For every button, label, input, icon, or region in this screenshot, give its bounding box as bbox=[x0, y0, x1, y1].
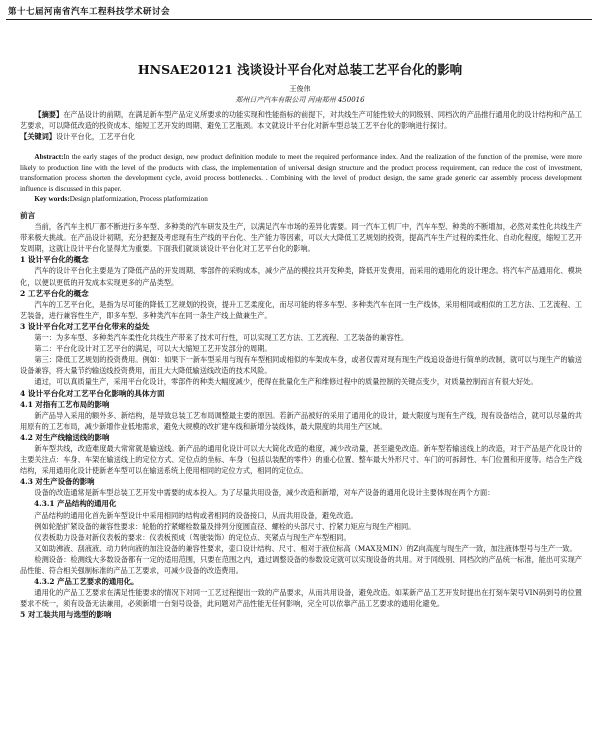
section-1-heading: 1 设计平台化的概念 bbox=[20, 255, 89, 265]
section-4-2-heading: 4.2 对生产线输送线的影响 bbox=[20, 432, 110, 442]
abstract-text: 在产品设计的前期，在满足新车型产品定义所要求的功能实现和性能指标的前提下，对共线生产可能性较大的同级别、同档次的产品推行通用化的设计结构和产品工艺要求，可以降低改造的投资成本、缩短工艺开发的周期、避免工艺瓶颈。本文就设计平台化对新车型总装工艺平台化的影响进行探讨。 bbox=[20, 110, 582, 131]
section-3-paragraph-4: 通过，可以真质量生产，采用平台化设计，零部件的种类大幅度减少，使得在批量化生产和维修过程中的质量控制的关键点变少，对质量控制而言有很大好处。 bbox=[34, 377, 538, 387]
intro-heading: 前言 bbox=[20, 211, 36, 220]
section-4-3-1-paragraph-4: 又如助沸液、刮液液、动力转向液的加注设备的兼容性要求，壶口设计结构、尺寸、相对于液位标高（MAX及MIN）的Z向高度与现生产一致，加注液体型号与生产一致。 bbox=[34, 543, 577, 553]
section-1-paragraph: 汽车的设计平台化主要是为了降低产品的开发周期、零部件的采购成本，减少产品的模拉共开发种类，降低开发费用，而采用的通用化的设计理念。将汽车产品通用化、模块化，以便以更低的开发成本实现更多的产品类型。 bbox=[20, 266, 582, 287]
header-rule bbox=[6, 19, 592, 20]
paper-title: HNSAE20121 浅谈设计平台化对总装工艺平台化的影响 bbox=[137, 62, 463, 77]
section-4-3-1-heading: 4.3.1 产品结构的通用化 bbox=[34, 499, 117, 509]
section-4-3-1-paragraph-3: 仪表板助力设备对新仪表板的要求：仪表板预成（驾驶装饰）的定位点、夹紧点与现生产车型相同。 bbox=[34, 532, 351, 542]
section-3-paragraph-2: 第二：平台化设计对工艺平台的满足，可以大大缩短工艺开发部分的周期。 bbox=[34, 344, 272, 354]
abstract-english bbox=[20, 152, 582, 205]
running-head: 第十七届河南省汽车工程科技学术研讨会 bbox=[8, 7, 171, 17]
abstract-label: 【摘要】 bbox=[34, 110, 64, 119]
intro-paragraph: 当前，各汽车主机厂都不断进行多车型、多种类的汽车研发及生产，以满足汽车市场的差异化需要。同一汽车工机厂中，汽车车型、种类的不断增加，必然对柔性化共线生产带来极大挑战。在产品设计初期，充分把握及考虑现有生产线的平台化、生产能力等因素，可以大大降低工艺规划的投资，提高汽车生产过程的柔性化、自动化程度，缩短工艺开发周期，这就让设计平台化显得尤为重要。下面我们就谈谈设计平台化对工艺平台化的影响。 bbox=[20, 222, 582, 254]
section-4-3-2-heading: 4.3.2 产品工艺要求的通用化。 bbox=[34, 577, 139, 587]
keywords-en-text: Design platformization, Process platformization bbox=[69, 195, 208, 204]
section-4-3-1-paragraph-1: 产品结构的通用化首先新车型设计中采用相同的结构或者相同的设备接口，从而共用设备，避免改造。 bbox=[34, 510, 358, 520]
abstract-chinese bbox=[20, 109, 582, 142]
keywords-text: 设计平台化，工艺平台化 bbox=[55, 132, 136, 142]
section-4-3-2-paragraph: 通用化的产品工艺要求在满足性能要求的情况下对同一工艺过程提出一致的产品要求，从而共用设备，避免改造。如某新产品工艺开发时提出在打刻车架号VIN码到号的位置要求不统一，须有设备无法兼用，必须新增一台刻号设备，此问题对产品性能无任何影响，完全可以依靠产品工艺要求的通用化避免。 bbox=[20, 588, 582, 609]
section-2-heading: 2 工艺平台化的概念 bbox=[20, 288, 89, 298]
section-3-paragraph-3: 第三：降低工艺规划的投资费用。例如：如果下一新车型采用与现有车型相同或相似的车架成车身，或者仅需对现有现生产线追设备进行简单的改制，就可以与现生产的输送设备兼容，将大量节约输送线投资费用，而且大大降低输送线改造的技术风险。 bbox=[20, 355, 582, 376]
abstract-en-text: In the early stages of the product design, new product definition module to meet the required performance index. And the realization of the function of the premise, were more likely to production line with the level of the products with class, the implementation of universal design structure and the product process requirement, can reduce the cost of investment, transformation process shorten the development cycle, avoid process bottlenecks. . Combining with the level of product design, the same grade generic car assembly process development influence is discussed in this paper. bbox=[20, 153, 582, 193]
section-4-1-paragraph: 新产品导入采用的额外多、新结构，是导致总装工艺布局调整最主要的原因。若新产品被好的采用了通用化的设计，最大限度与现有生产线，现有设备结合，就可以尽量的共用原有的工艺布局，减少新增作业低地需求，避免大规模的改扩建车线和新增分装线体，最大限度的共用生产区域。 bbox=[20, 410, 582, 431]
section-4-2-paragraph: 新车型共线，改造难度最大常常就是输送线。新产品的通用化设计可以大大简化改造的难度，减少改动量，甚至避免改造。新车型若输送线上的改造，对于产品是产化设计的主要关注点：车身、车架在输送线上的定位方式、定位点的坐标、车身（包括以装配的零件）的重心位置、整车最大外形尺寸、车门的可拆卸性、车门位置和开度等。结合生产线结构，采用通用化设计使新老车型可以在输送系统上使用相同的定位方式，相同的定位点。 bbox=[20, 443, 582, 476]
affiliation: 郑州日产汽车有限公司 河南郑州 450016 bbox=[235, 96, 365, 104]
section-4-heading: 4 设计平台化对工艺平台化影响的具体方面 bbox=[20, 388, 165, 398]
main-body bbox=[20, 210, 582, 620]
section-4-1-heading: 4.1 对指有工艺布局的影响 bbox=[20, 399, 110, 409]
section-2-paragraph: 汽车的工艺平台化，是指为尽可能的降低工艺规划的投资，提升工艺柔度化，而尽可能的将多车型、多种类汽车在同一生产线体，采用相同或相似的工艺方法、工艺流程、工艺装备，进行兼容性生产，即多车型、多种类汽车在同一条生产线上做兼生产。 bbox=[20, 299, 582, 320]
section-4-3-paragraph: 设备的改造通常是新车型总装工艺开发中需要的成本投入。为了尽量共用设备，减少改造和新增，对车产设备的通用化设计主要体现在两个方面： bbox=[34, 488, 495, 498]
section-4-3-1-paragraph-5: 检测设备：检测线大多数设备都有一定的适用范围，只要在范围之内，通过调整设备的参数设定就可以实现设备的共用。对于同级别、同档次的产品统一标准，能出可实现产品性能、符合相关强制标准的产品工艺要求，可减少设备的改造费用。 bbox=[20, 554, 582, 575]
section-3-heading: 3 设计平台化对工艺平台化带来的益处 bbox=[20, 321, 150, 331]
section-4-3-1-paragraph-2: 例如轮胎扩紧设备的兼容性要求：轮胎的拧紧螺栓数量及排列分度圆直径、螺栓的头部尺寸、拧紧力矩应与现生产相同。 bbox=[34, 521, 416, 531]
author: 王俊伟 bbox=[289, 85, 311, 93]
keywords-label: 【关键词】 bbox=[20, 132, 56, 142]
section-3-paragraph-1: 第一：为多车型、多种类汽车柔性化共线生产带来了技术可行性，可以实现工艺方法、工艺流程、工艺装备的兼容性。 bbox=[34, 333, 409, 343]
keywords-en-label: Key words: bbox=[34, 195, 70, 204]
section-5-heading: 5 对工装共用与选型的影响 bbox=[20, 610, 112, 620]
section-4-3-heading: 4.3 对生产设备的影响 bbox=[20, 477, 95, 487]
abstract-en-label: Abstract: bbox=[34, 153, 64, 161]
